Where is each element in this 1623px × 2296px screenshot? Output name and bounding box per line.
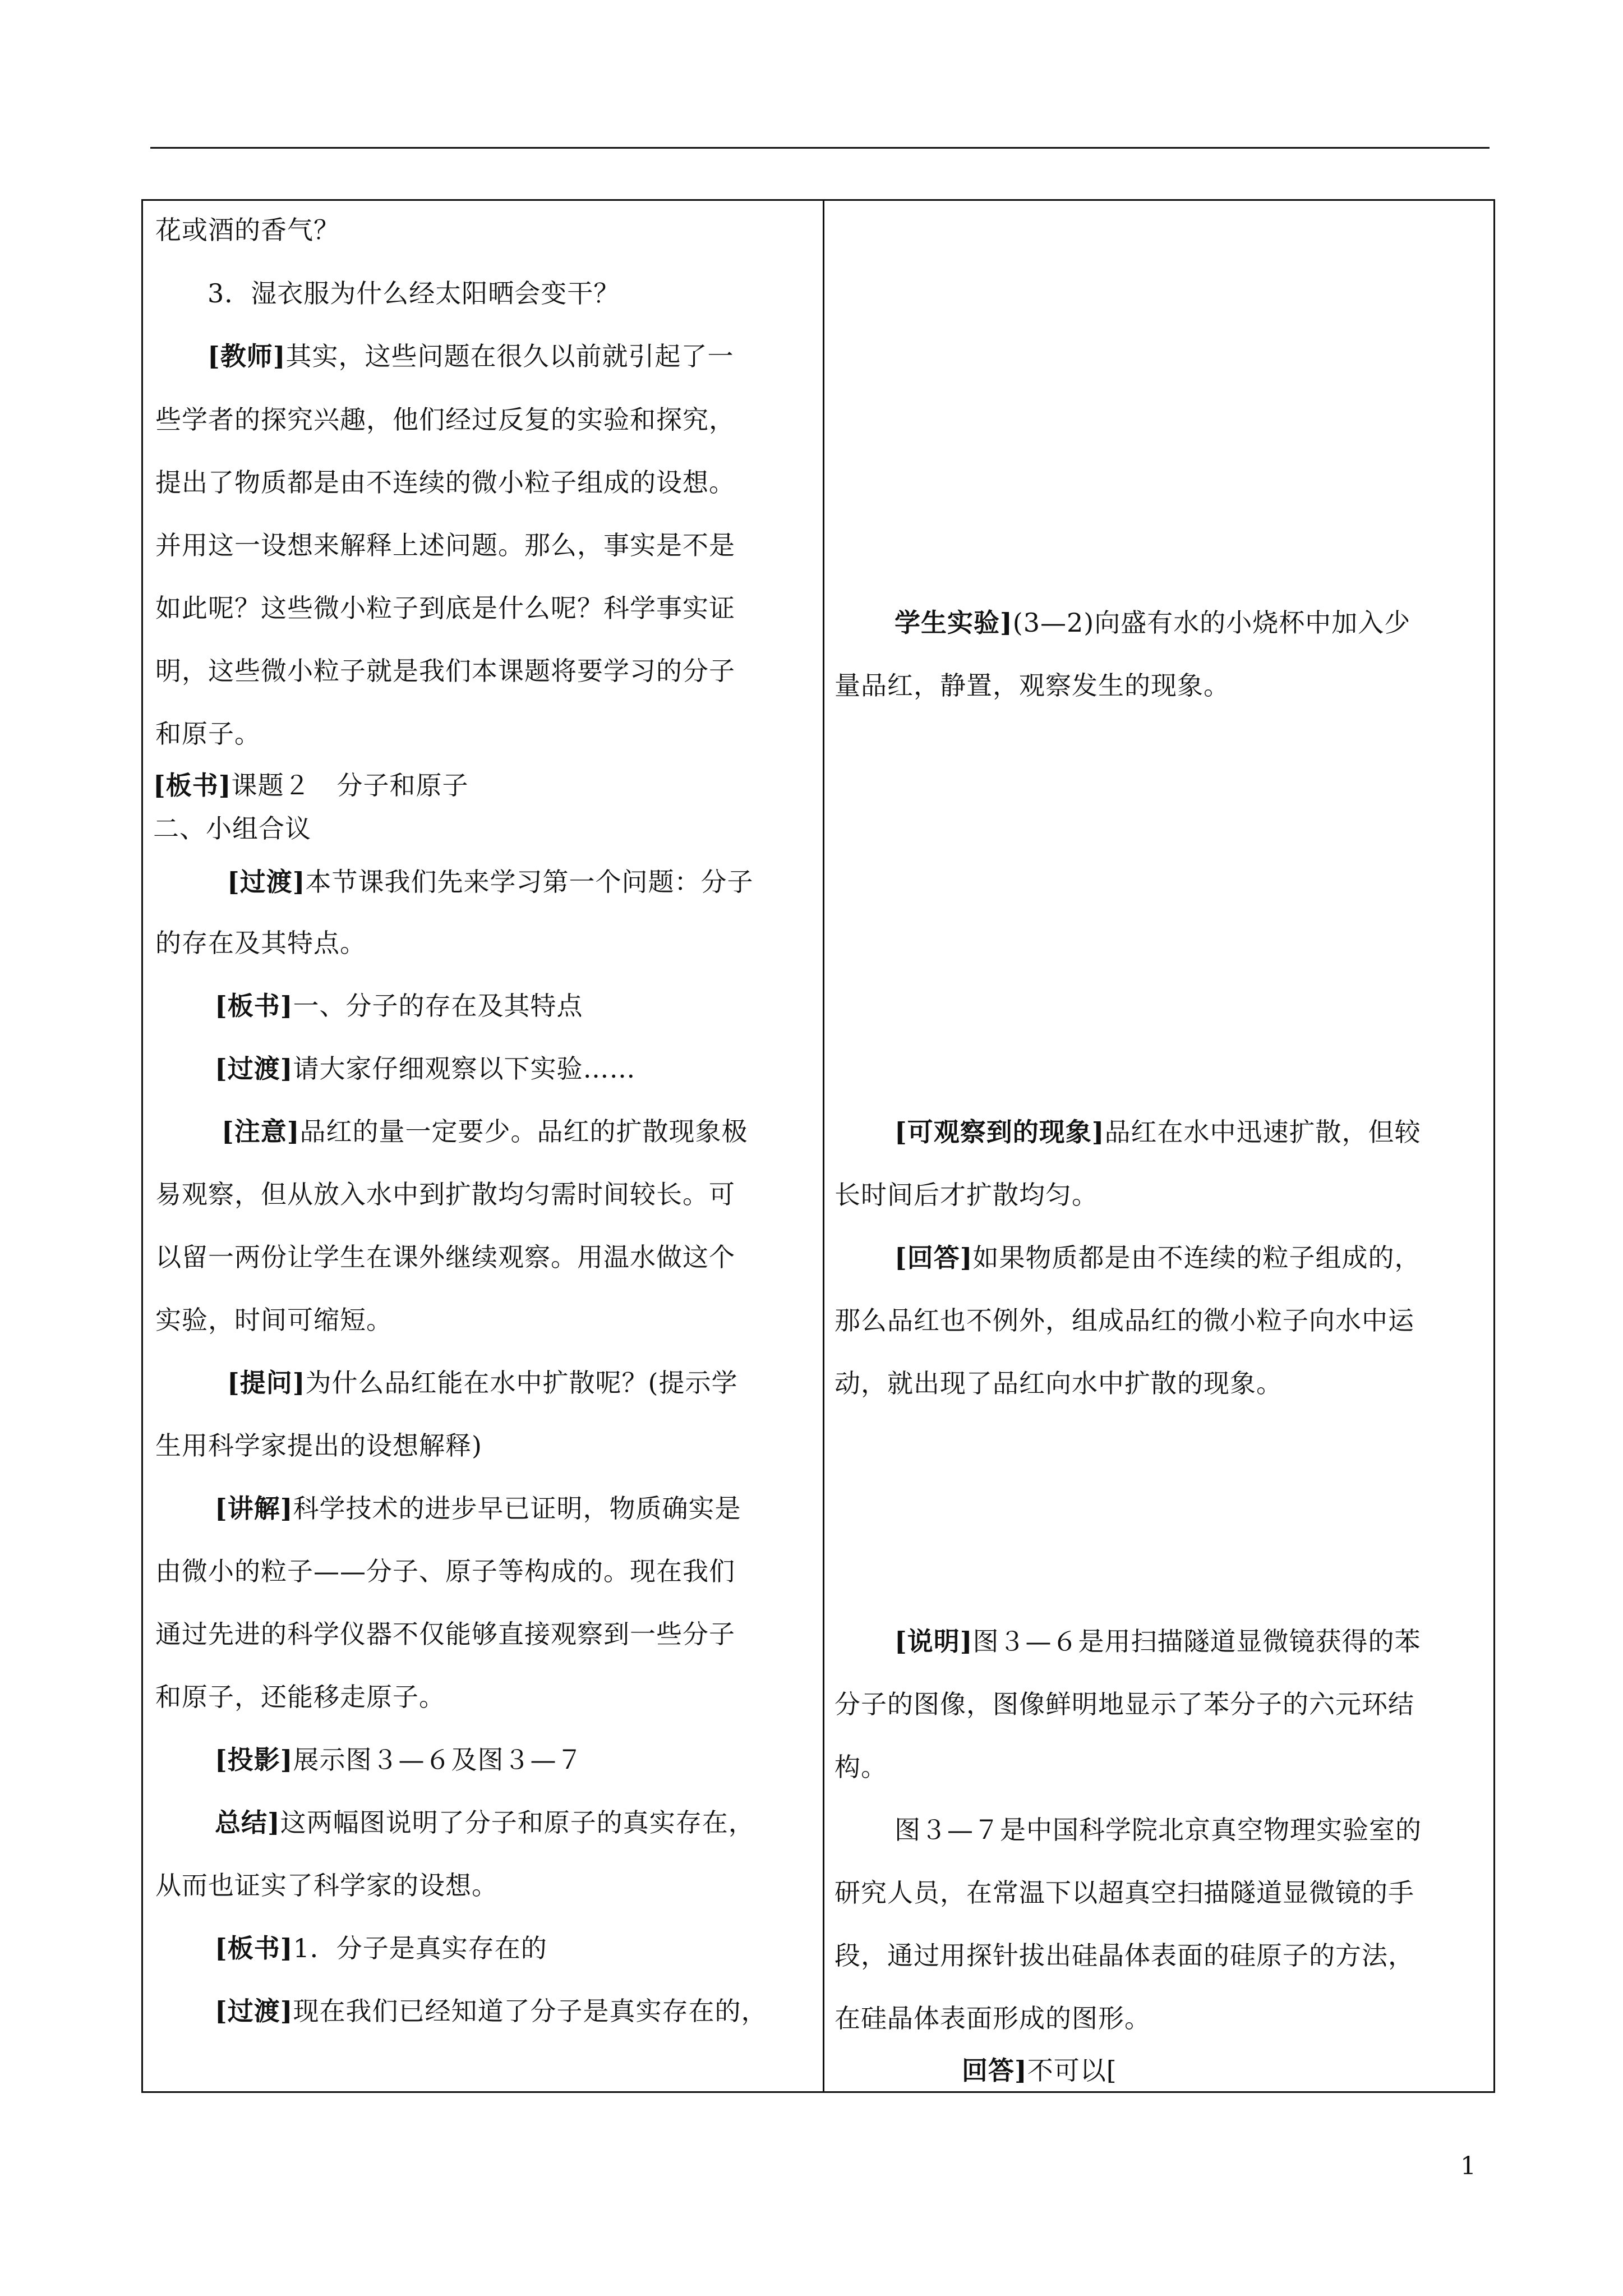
text-line: 和原子，还能移走原子。 bbox=[155, 1682, 445, 1712]
teacher-column bbox=[143, 201, 823, 2091]
text-line: 从而也证实了科学家的设想。 bbox=[155, 1870, 498, 1901]
text-line: 些学者的探究兴趣，他们经过反复的实验和探究， bbox=[155, 404, 735, 435]
text-line: 动，就出现了品红向水中扩散的现象。 bbox=[834, 1368, 1283, 1398]
text-line: 回答]不可以[ bbox=[962, 2055, 1117, 2086]
text-line: [过渡]本节课我们先来学习第一个问题：分子 bbox=[227, 867, 754, 897]
text-line: [讲解]科学技术的进步早已证明，物质确实是 bbox=[215, 1493, 741, 1524]
text-line: [板书]1．分子是真实存在的 bbox=[215, 1933, 547, 1963]
text-line: 通过先进的科学仪器不仅能够直接观察到一些分子 bbox=[155, 1619, 735, 1649]
text-line: 明，这些微小粒子就是我们本课题将要学习的分子 bbox=[155, 656, 735, 686]
text-line: [回答]如果物质都是由不连续的粒子组成的， bbox=[895, 1243, 1421, 1273]
text-line: 研究人员，在常温下以超真空扫描隧道显微镜的手 bbox=[834, 1878, 1414, 1908]
text-line: [提问]为什么品红能在水中扩散呢？(提示学 bbox=[227, 1368, 738, 1398]
text-line: 花或酒的香气？ bbox=[155, 215, 340, 245]
text-line: 学生实验](3—2)向盛有水的小烧杯中加入少 bbox=[895, 608, 1411, 638]
text-line: 由微小的粒子——分子、原子等构成的。现在我们 bbox=[155, 1556, 735, 1586]
header-rule bbox=[150, 147, 1490, 149]
text-line: 生用科学家提出的设想解释) bbox=[155, 1430, 482, 1461]
text-line: [注意]品红的量一定要少。品红的扩散现象极 bbox=[222, 1116, 748, 1147]
text-line: [可观察到的现象]品红在水中迅速扩散，但较 bbox=[895, 1117, 1421, 1147]
text-line: 实验，时间可缩短。 bbox=[155, 1305, 393, 1335]
text-line: 易观察，但从放入水中到扩散均匀需时间较长。可 bbox=[155, 1179, 735, 1209]
text-line: 以留一两份让学生在课外继续观察。用温水做这个 bbox=[155, 1242, 735, 1272]
text-line: 和原子。 bbox=[155, 719, 261, 749]
text-line: [教师]其实，这些问题在很久以前就引起了一 bbox=[208, 341, 734, 371]
lesson-table bbox=[141, 199, 1495, 2093]
text-line: 图３—７是中国科学院北京真空物理实验室的 bbox=[895, 1815, 1422, 1845]
text-line: [板书]一、分子的存在及其特点 bbox=[215, 991, 583, 1021]
text-line: 构。 bbox=[834, 1752, 887, 1782]
text-line: 在硅晶体表面形成的图形。 bbox=[834, 2003, 1151, 2033]
text-line: 二、小组合议 bbox=[153, 813, 311, 844]
text-line: 3．湿衣服为什么经太阳晒会变干？ bbox=[208, 278, 620, 309]
text-line: 段，通过用探针拔出硅晶体表面的硅原子的方法， bbox=[834, 1940, 1414, 1971]
text-line: 那么品红也不例外，组成品红的微小粒子向水中运 bbox=[834, 1305, 1414, 1336]
student-column bbox=[824, 201, 1493, 2091]
text-line: 长时间后才扩散均匀。 bbox=[834, 1180, 1098, 1210]
text-line: [板书]课题２ 分子和原子 bbox=[153, 770, 469, 800]
text-line: [投影]展示图３—６及图３—７ bbox=[215, 1745, 583, 1775]
text-line: 量品红，静置，观察发生的现象。 bbox=[834, 670, 1230, 701]
text-line: [过渡]请大家仔细观察以下实验…… bbox=[215, 1053, 636, 1084]
page-number: 1 bbox=[1460, 2152, 1476, 2180]
text-line: 并用这一设想来解释上述问题。那么，事实是不是 bbox=[155, 530, 735, 560]
text-line: 提出了物质都是由不连续的微小粒子组成的设想。 bbox=[155, 467, 735, 498]
text-line: 总结]这两幅图说明了分子和原子的真实存在， bbox=[215, 1807, 755, 1838]
text-line: [说明]图３—６是用扫描隧道显微镜获得的苯 bbox=[895, 1626, 1421, 1657]
text-line: 的存在及其特点。 bbox=[155, 928, 366, 958]
text-line: 分子的图像，图像鲜明地显示了苯分子的六元环结 bbox=[834, 1689, 1414, 1719]
text-line: 如此呢？这些微小粒子到底是什么呢？科学事实证 bbox=[155, 593, 735, 623]
text-line: [过渡]现在我们已经知道了分子是真实存在的， bbox=[215, 1996, 768, 2026]
